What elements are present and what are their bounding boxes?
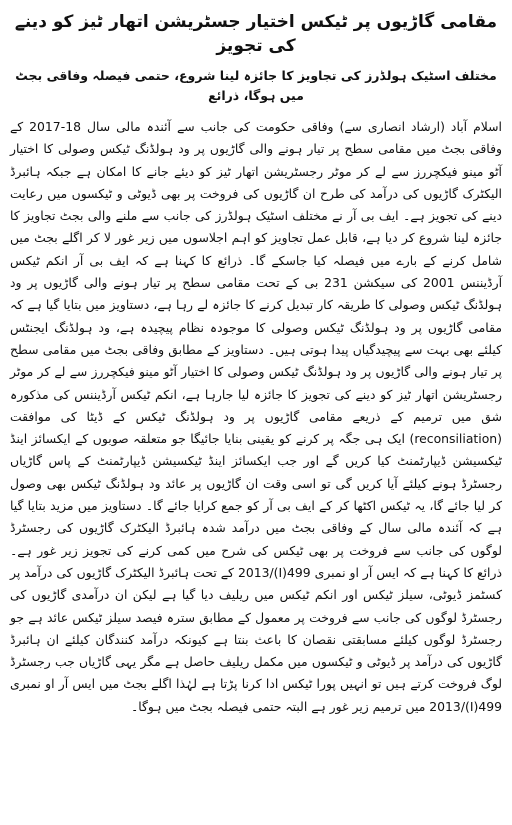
article-subheadline: مختلف اسٹیک ہولڈرز کی تجاویز کا جائزہ لینا شروع، حتمی فیصلہ وفاقی بجٹ میں ہوگا، ذرائع: [15, 68, 497, 103]
article-headline: مقامی گاڑیوں پر ٹیکس اختیار جسٹریشن اتھار ٹیز کو دینے کی تجویز: [14, 12, 498, 56]
article-body: اسلام آباد (ارشاد انصاری سے) وفاقی حکومت کی جانب سے آئندہ مالی سال 18-2017 کے وفاقی بجٹ میں مقامی سطح پر تیار ہونے والی گاڑیوں پر ود ہولڈنگ ٹیکس وصولی کا اختیار آٹو مینو فیکچررز سے لے کر موٹر رجسٹریشن اتھار ٹیز کو دیئے جانے کا امکان ہے جبکہ ہائبرڈ الیکٹرک گاڑیوں کی درآمد کی طرح ان گاڑیوں کی فروخت پر بھی ڈیوٹی و ٹیکسوں میں رعایت دینے کی تجویز ہے۔ ایف بی آر نے مختلف اسٹیک ہولڈرز کی جانب سے ملنے والی بجٹ تجاویز کا جائزہ لینا شروع کر دیا ہے، قابل عمل تجاویز کو اہم اجلاسوں میں زیر غور لا کر اگلے بجٹ میں شامل کرنے کے بارے میں فیصلہ کیا جاسکے گا۔ ذرائع کا کہنا ہے کہ ایف بی آر انکم ٹیکس آرڈیننس 2001 کی سیکشن 231 بی کے تحت مقامی سطح پر تیار ہونے والی گاڑیوں پر ود ہولڈنگ ٹیکس وصولی کا طریقہ کار تبدیل کرنے کا جائزہ لے رہا ہے، دستاویز میں بتایا گیا ہے کہ مقامی گاڑیوں پر ود ہولڈنگ ٹیکس وصولی کا موجودہ نظام پیچیدہ ہے، ود ہولڈنگ ایجنٹس کیلئے بھی بہت سے پیچیدگیاں پیدا ہوتی ہیں۔ دستاویز کے مطابق وفاقی بجٹ میں مقامی سطح پر تیار ہونے والی گاڑیوں پر ود ہولڈنگ ٹیکس وصولی کا اختیار آٹو مینو فیکچررز سے لے کر موٹر رجسٹریشن اتھار ٹیز کو دینے کی تجویز کا جائزہ لیا جارہا ہے، انکم ٹیکس آرڈیننس کی مذکورہ شق میں ترمیم کے ذریعے مقامی گاڑیوں پر ود ہولڈنگ ٹیکس کے ڈیٹا کی موافقت (reconsiliation) ایک ہی جگہ پر کرنے کو یقینی بنایا جائیگا جو متعلقہ صوبوں کے ایکسائز اینڈ ٹیکسیشن ڈیپارٹمنٹ کیا کریں گے اور جب ایکسائز اینڈ ٹیکسیشن ڈیپارٹمنٹ کے پاس گاڑیاں رجسٹرڈ ہونے کیلئے آیا کریں گی تو اسی وقت ان گاڑیوں پر عائد ود ہولڈنگ ٹیکس بھی وصول کر لیا جائے گا، یہ ٹیکس اکٹھا کر کے ایف بی آر کو جمع کرایا جائے گا۔ دستاویز میں مزید بتایا گیا ہے کہ آئندہ مالی سال کے وفاقی بجٹ میں درآمد شدہ ہائبرڈ الیکٹرک گاڑیوں کی رجسٹرڈ لوگوں کی جانب سے فروخت پر بھی ٹیکس کی شرح میں کمی کرنے کی تجویز زیر غور ہے۔ ذرائع کا کہنا ہے کہ ایس آر او نمبری 499(I)/2013 کے تحت ہائبرڈ الیکٹرک گاڑیوں کی درآمد پر کسٹمز ڈیوٹی، سیلز ٹیکس اور انکم ٹیکس میں ریلیف دیا گیا ہے لیکن ان درآمدی گاڑیوں کی رجسٹرڈ لوگوں کی جانب سے فروخت پر معمول کے مطابق سترہ فیصد سیلز ٹیکس عائد ہے جو رجسٹرڈ لوگوں کیلئے مسابقتی نقصان کا باعث بنتا ہے کیونکہ درآمد کنندگان کیلئے ان ہائبرڈ گاڑیوں کی درآمد پر ڈیوٹی و ٹیکسوں میں مکمل ریلیف حاصل ہے مگر یہی گاڑیاں جب رجسٹرڈ لوگ فروخت کرتے ہیں تو انہیں پورا ٹیکس ادا کرنا پڑتا ہے لہٰذا اگلے بجٹ میں ایس آر او نمبری 499(I)/2013 میں ترمیم زیر غور ہے البتہ حتمی فیصلہ بجٹ میں ہوگا۔: [10, 119, 503, 714]
